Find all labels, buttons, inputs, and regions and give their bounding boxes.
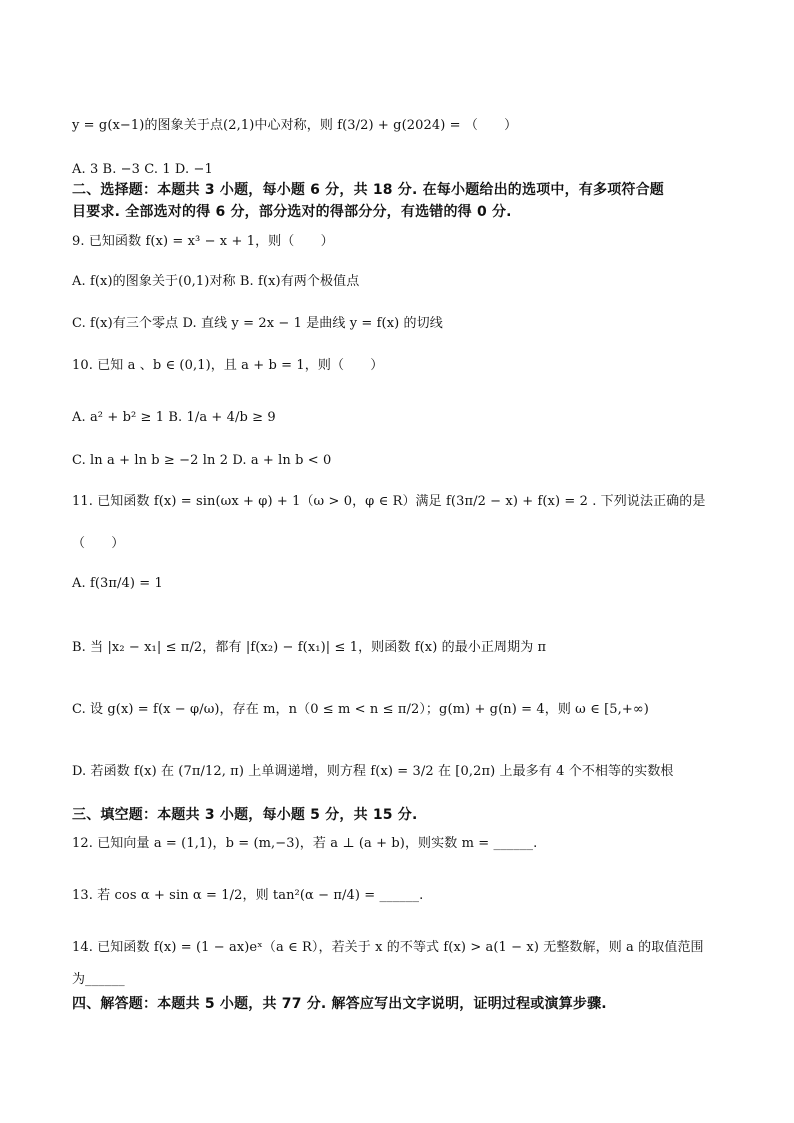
q11-option-b: B. 当 |x₂ − x₁| ≤ π/2，都有 |f(x₂) − f(x₁)| ≤ 1，则函数 f(x) 的最小正周期为 π: [72, 640, 547, 655]
q10-options-ab: A. a² + b² ≥ 1 B. 1/a + 4/b ≥ 9: [72, 410, 276, 425]
section-2-heading-continued: 目要求. 全部选对的得 6 分，部分选对的得部分分，有选错的得 0 分.: [72, 204, 512, 220]
q13: 13. 若 cos α + sin α = 1/2，则 tan²(α − π/4) = ______.: [72, 888, 424, 903]
q11-option-d: D. 若函数 f(x) 在 (7π/12, π) 上单调递增，则方程 f(x) = 3/2 在 [0,2π) 上最多有 4 个不相等的实数根: [72, 764, 674, 779]
q14-line-1: 14. 已知函数 f(x) = (1 − ax)eˣ（a ∈ R），若关于 x 的不等式 f(x) > a(1 − x) 无整数解，则 a 的取值范围: [72, 940, 704, 955]
q9-stem: 9. 已知函数 f(x) = x³ − x + 1，则（ ）: [72, 234, 334, 249]
q11-option-a: A. f(3π/4) = 1: [72, 576, 163, 591]
q14-line-2: 为______: [72, 972, 125, 987]
q12: 12. 已知向量 a = (1,1)，b = (m,−3)，若 a ⊥ (a + b)，则实数 m = ______.: [72, 836, 538, 851]
q8-options: A. 3 B. −3 C. 1 D. −1: [72, 162, 213, 177]
q8-stem: y = g(x−1)的图象关于点(2,1)中心对称，则 f(3/2) + g(2024) = （ ）: [72, 118, 518, 133]
q11-stem: 11. 已知函数 f(x) = sin(ωx + φ) + 1（ω > 0，φ ∈ R）满足 f(3π/2 − x) + f(x) = 2 . 下列说法正确的是: [72, 494, 706, 509]
q10-stem: 10. 已知 a 、b ∈ (0,1)，且 a + b = 1，则（ ）: [72, 358, 384, 373]
section-3-heading: 三、填空题：本题共 3 小题，每小题 5 分，共 15 分.: [72, 807, 418, 823]
q11-option-c: C. 设 g(x) = f(x − φ/ω)，存在 m，n（0 ≤ m < n ≤ π/2）；g(m) + g(n) = 4，则 ω ∈ [5,+∞): [72, 702, 649, 717]
q9-options-ab: A. f(x)的图象关于(0,1)对称 B. f(x)有两个极值点: [72, 274, 360, 289]
section-2-heading: 二、选择题：本题共 3 小题，每小题 6 分，共 18 分. 在每小题给出的选项中，有多项符合题: [72, 182, 664, 198]
q11-answer-paren: （ ）: [72, 536, 125, 551]
q9-options-cd: C. f(x)有三个零点 D. 直线 y = 2x − 1 是曲线 y = f(x) 的切线: [72, 316, 443, 331]
q10-options-cd: C. ln a + ln b ≥ −2 ln 2 D. a + ln b < 0: [72, 453, 332, 468]
section-4-heading: 四、解答题：本题共 5 小题，共 77 分. 解答应写出文字说明，证明过程或演算步骤.: [72, 996, 607, 1012]
